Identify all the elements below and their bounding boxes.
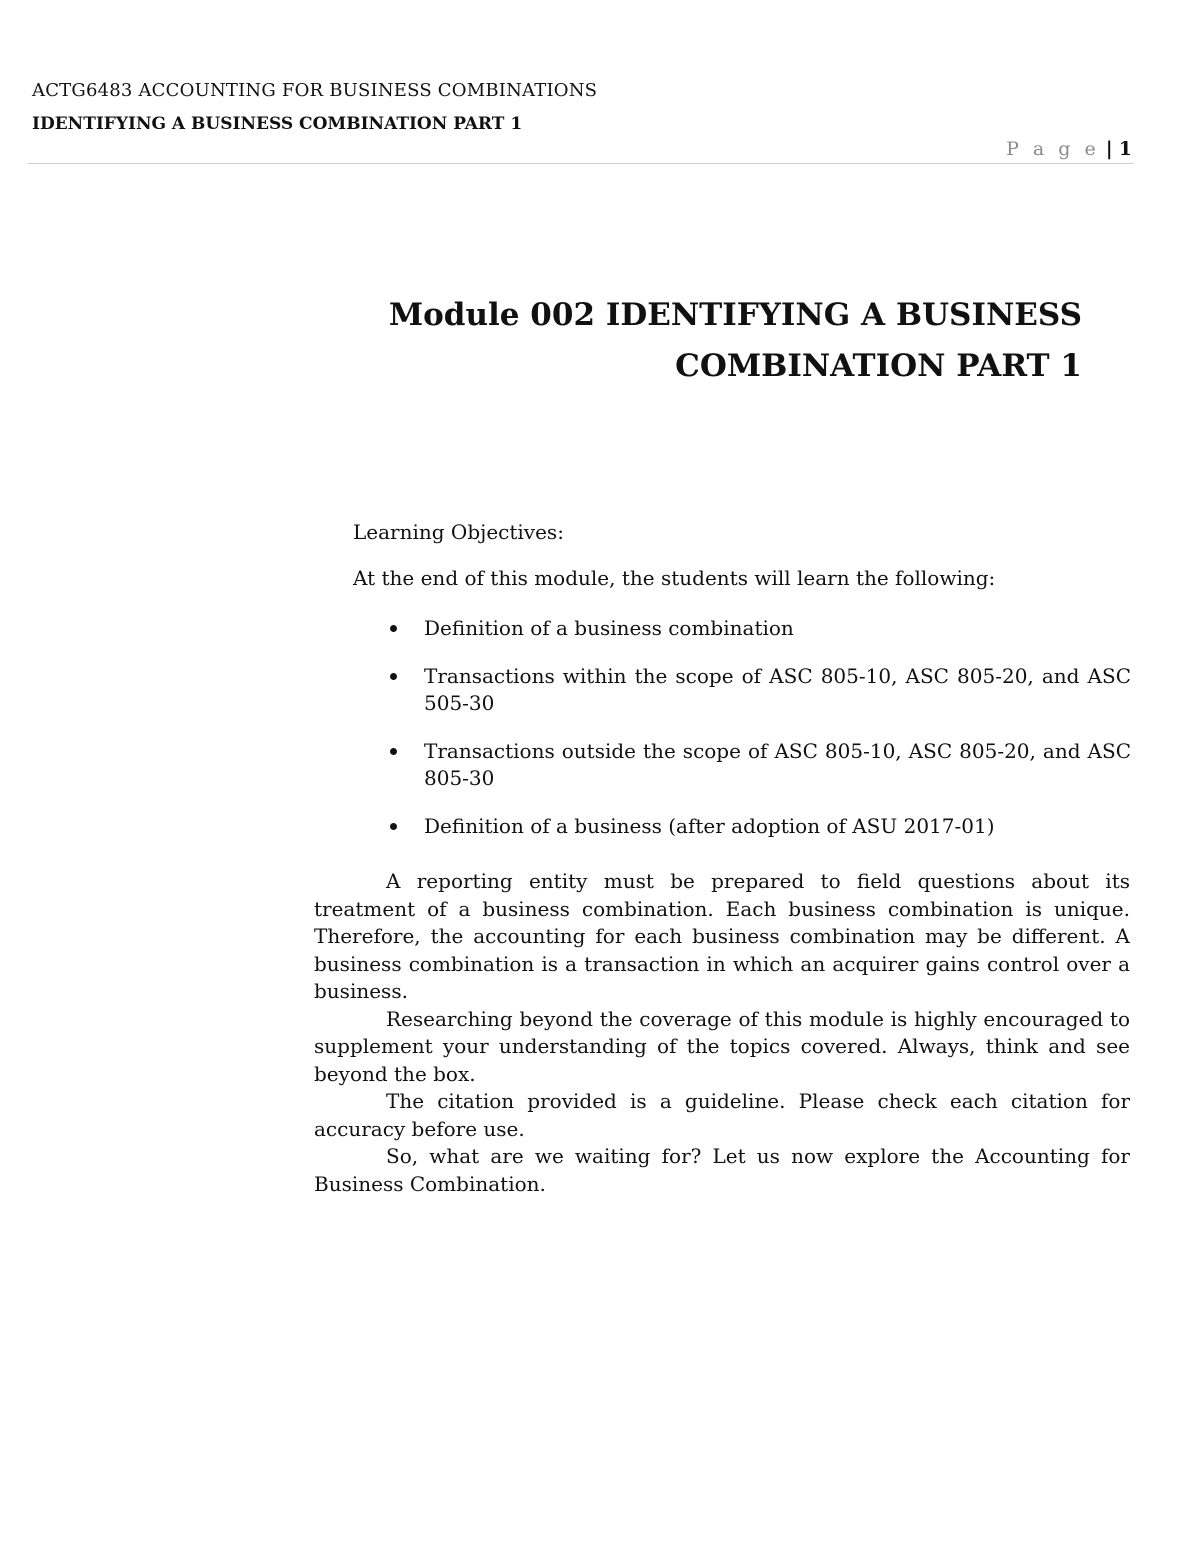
module-title <box>362 290 1082 392</box>
objective-text: Definition of a business combination <box>424 616 794 640</box>
paragraph: The citation provided is a guideline. Please check each citation for accuracy before use. <box>314 1089 1130 1141</box>
body-text <box>314 868 1130 1198</box>
header-course-title: ACTG6483 ACCOUNTING FOR BUSINESS COMBINATIONS <box>32 80 598 101</box>
objective-text: Definition of a business (after adoption of ASU 2017-01) <box>424 814 995 838</box>
page-number <box>1006 138 1132 160</box>
list-item <box>385 663 1131 717</box>
module-title-line-1: Module 002 IDENTIFYING A BUSINESS <box>388 297 1082 333</box>
learning-objectives-intro: At the end of this module, the students will learn the following: <box>353 566 996 590</box>
learning-objectives-label: Learning Objectives: <box>353 520 564 544</box>
bullet-icon <box>390 673 397 680</box>
module-title-line-2: COMBINATION PART 1 <box>675 348 1082 384</box>
page-number-value: 1 <box>1118 138 1132 160</box>
list-item <box>385 615 1131 642</box>
paragraph: A reporting entity must be prepared to field questions about its treatment of a business combination. Each business combination is unique. Therefore, the accounting for each business combination may be different. A business combination is a transaction in which an acquirer gains control over a business. <box>314 869 1130 1003</box>
list-item <box>385 813 1131 840</box>
paragraph: So, what are we waiting for? Let us now explore the Accounting for Business Combination. <box>314 1144 1130 1196</box>
objective-text: Transactions within the scope of ASC 805-10, ASC 805-20, and ASC 505-30 <box>424 664 1131 715</box>
header-module-title: IDENTIFYING A BUSINESS COMBINATION PART 1 <box>32 114 523 134</box>
bullet-icon <box>390 748 397 755</box>
page-word: P a g e <box>1006 138 1100 160</box>
list-item <box>385 738 1131 792</box>
bullet-icon <box>390 823 397 830</box>
bullet-icon <box>390 625 397 632</box>
objective-text: Transactions outside the scope of ASC 805-10, ASC 805-20, and ASC 805-30 <box>424 739 1131 790</box>
learning-objectives-list <box>385 615 1131 861</box>
page-separator: | <box>1105 138 1113 160</box>
header-divider <box>28 163 1134 164</box>
paragraph: Researching beyond the coverage of this module is highly encouraged to supplement your understanding of the topics covered. Always, think and see beyond the box. <box>314 1006 1130 1086</box>
